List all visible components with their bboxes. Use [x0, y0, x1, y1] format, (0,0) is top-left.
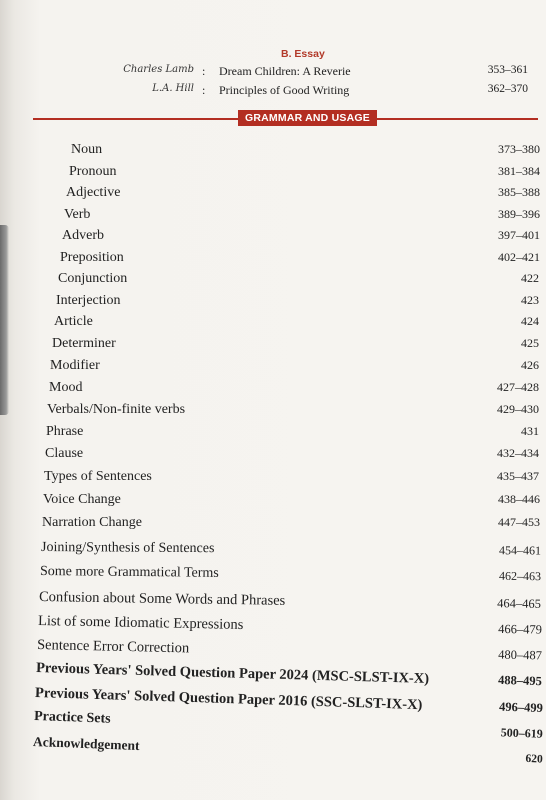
- toc-page-range: 454–461: [498, 543, 542, 558]
- grammar-section-banner: GRAMMAR AND USAGE: [238, 110, 377, 126]
- toc-title: Sentence Error Correction: [36, 637, 190, 657]
- toc-title: Adverb: [62, 228, 104, 243]
- toc-title: Voice Change: [43, 492, 121, 507]
- toc-page-range: 447–453: [498, 515, 540, 529]
- toc-title: Previous Years' Solved Question Paper 2024 (MSC-SLST-IX-X): [35, 660, 430, 687]
- toc-page-range: 424: [521, 314, 539, 328]
- toc-title: Adjective: [66, 185, 121, 200]
- toc-title: Pronoun: [69, 164, 117, 179]
- toc-title: Determiner: [52, 336, 116, 351]
- essay-colon: :: [202, 64, 206, 78]
- toc-title: Clause: [45, 446, 84, 461]
- toc-page-range: 425: [521, 336, 539, 350]
- toc-row: [42, 515, 540, 535]
- toc-page-range: 426: [521, 358, 539, 372]
- essay-title: Dream Children: A Reverie: [219, 64, 351, 78]
- toc-title: Interjection: [56, 293, 121, 308]
- toc-page-range: 496–499: [498, 699, 544, 715]
- toc-page-range: 432–434: [497, 446, 539, 460]
- toc-page-range: 429–430: [497, 402, 539, 416]
- toc-title: Types of Sentences: [44, 469, 152, 484]
- toc-row: [39, 589, 541, 617]
- essay-pages: 353–361: [487, 64, 528, 76]
- toc-row: [46, 424, 539, 444]
- toc-row: [40, 564, 541, 589]
- toc-title: List of some Idiomatic Expressions: [37, 613, 244, 633]
- toc-page-range: 466–479: [498, 621, 543, 637]
- toc-title: Some more Grammatical Terms: [39, 564, 219, 581]
- toc-title: Confusion about Some Words and Phrases: [38, 589, 286, 609]
- toc-title: Practice Sets: [33, 709, 111, 727]
- toc-page-range: 435–437: [497, 469, 539, 483]
- toc-page-range: 422: [521, 271, 539, 285]
- toc-title: Verb: [64, 207, 91, 222]
- toc-title: Previous Years' Solved Question Paper 2016 (SSC-SLST-IX-X): [34, 685, 423, 714]
- essay-author: Charles Lamb: [123, 64, 194, 75]
- essay-pages: 362–370: [487, 83, 528, 95]
- toc-row: [60, 250, 540, 270]
- toc-title: Acknowledgement: [32, 734, 140, 754]
- toc-page-range: 423: [521, 293, 539, 307]
- toc-row: [50, 358, 539, 378]
- toc-title: Narration Change: [42, 515, 142, 530]
- toc-row: [41, 540, 541, 563]
- toc-title: Phrase: [46, 424, 84, 439]
- toc-title: Article: [54, 314, 93, 329]
- toc-row: [54, 314, 539, 334]
- toc-page-range: 464–465: [497, 596, 542, 611]
- toc-row: [64, 207, 540, 227]
- toc-page-range: 389–396: [498, 207, 540, 221]
- toc-page-range: 427–428: [497, 380, 539, 394]
- essay-colon: :: [202, 83, 206, 97]
- essay-author: L.A. Hill: [152, 83, 194, 94]
- essay-title: Principles of Good Writing: [219, 83, 350, 97]
- toc-row: [66, 185, 540, 205]
- toc-page-range: 397–401: [498, 228, 540, 242]
- toc-row: [71, 142, 540, 162]
- toc-title: Noun: [71, 142, 103, 157]
- toc-title: Modifier: [50, 358, 100, 373]
- toc-page-range: 438–446: [498, 492, 540, 506]
- toc-row: [49, 380, 539, 400]
- toc-page-range: 385–388: [498, 185, 540, 199]
- toc-page-range: 480–487: [498, 647, 543, 663]
- toc-page-range: 462–463: [498, 568, 542, 584]
- toc-row: [56, 293, 539, 313]
- toc-page-range: 620: [525, 752, 544, 766]
- toc-page-range: 500–619: [500, 725, 544, 741]
- toc-row: [47, 402, 539, 422]
- toc-title: Joining/Synthesis of Sentences: [40, 540, 215, 557]
- toc-row: [62, 228, 540, 248]
- essay-section-heading: B. Essay: [281, 48, 325, 60]
- toc-page-range: 373–380: [498, 142, 540, 156]
- toc-row: [43, 492, 540, 512]
- toc-page-range: 381–384: [498, 164, 540, 178]
- toc-row: [52, 336, 539, 356]
- toc-page-range: 431: [521, 424, 539, 438]
- toc-row: [58, 271, 539, 291]
- toc-title: Mood: [49, 380, 83, 395]
- toc-page-range: 402–421: [498, 250, 540, 264]
- toc-page-range: 488–495: [497, 672, 543, 689]
- toc-title: Conjunction: [58, 271, 128, 286]
- toc-row: [44, 469, 539, 489]
- toc-row: [45, 446, 539, 466]
- toc-title: Verbals/Non-finite verbs: [47, 402, 186, 417]
- toc-row: [69, 164, 540, 184]
- toc-title: Preposition: [60, 250, 124, 265]
